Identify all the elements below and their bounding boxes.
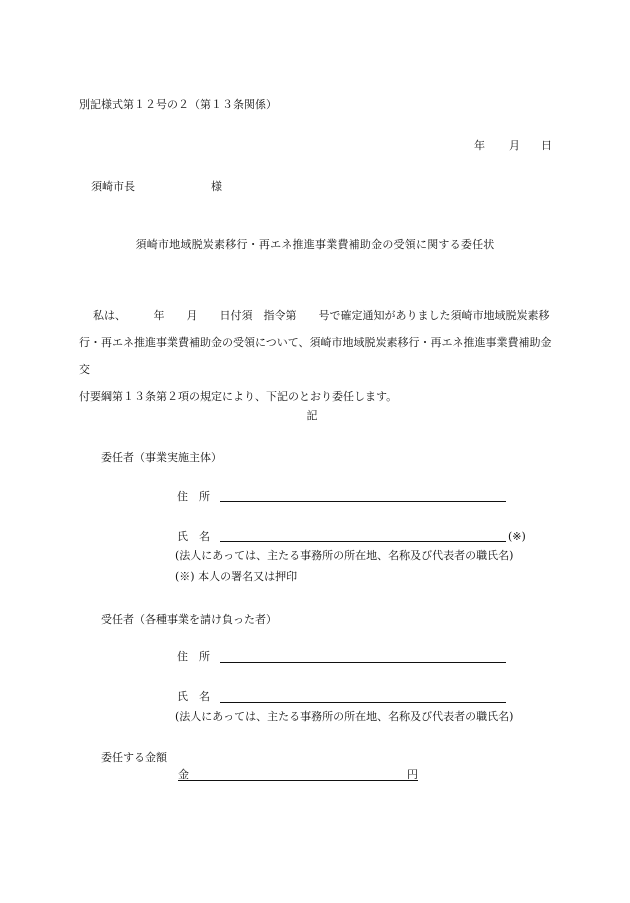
delegator-note-1: (法人にあっては、主たる事務所の所在地、名称及び代表者の職氏名)	[175, 549, 514, 562]
delegator-name-line[interactable]	[220, 541, 506, 542]
delegatee-name-line[interactable]	[220, 702, 506, 703]
date-day-label: 日	[541, 139, 552, 152]
delegatee-address-line[interactable]	[220, 662, 506, 663]
amount-prefix: 金	[178, 768, 189, 781]
addressee-honorific: 様	[211, 180, 222, 193]
delegator-note-2: (※) 本人の署名又は押印	[175, 570, 298, 583]
body-paragraph	[79, 302, 553, 410]
body-line-2: 行・再エネ推進事業費補助金の受領について、須崎市地域脱炭素移行・再エネ推進事業費補助金交	[79, 336, 552, 376]
delegator-address-label: 住 所	[177, 490, 210, 503]
amount-line[interactable]	[178, 780, 418, 781]
date-year-label: 年	[474, 139, 485, 152]
body-line-1-text: 私は、 年 月 日付須 指令第 号で確定通知がありました須崎市地域脱炭素移	[93, 309, 550, 322]
delegatee-address-label: 住 所	[177, 650, 210, 663]
form-number: 別記様式第１２号の２（第１３条関係）	[79, 98, 277, 111]
amount-heading: 委任する金額	[101, 751, 167, 764]
body-line-1	[79, 302, 553, 329]
delegator-name-label: 氏 名	[177, 530, 210, 543]
delegator-address-line[interactable]	[220, 501, 506, 502]
delegator-name-mark: (※)	[508, 530, 526, 543]
addressee: 須崎市長	[91, 180, 135, 193]
amount-suffix: 円	[407, 768, 418, 781]
delegatee-note-1: (法人にあっては、主たる事務所の所在地、名称及び代表者の職氏名)	[175, 710, 514, 723]
body-line-3: 付要綱第１３条第２項の規定により、下記のとおり委任します。	[79, 390, 398, 403]
date-month-label: 月	[509, 139, 520, 152]
delegator-heading: 委任者（事業実施主体）	[101, 451, 222, 464]
document-title: 須崎市地域脱炭素移行・再エネ推進事業費補助金の受領に関する委任状	[135, 238, 495, 251]
record-heading: 記	[306, 409, 318, 422]
delegatee-heading: 受任者（各種事業を請け負った者）	[101, 613, 277, 626]
delegatee-name-label: 氏 名	[177, 690, 210, 703]
